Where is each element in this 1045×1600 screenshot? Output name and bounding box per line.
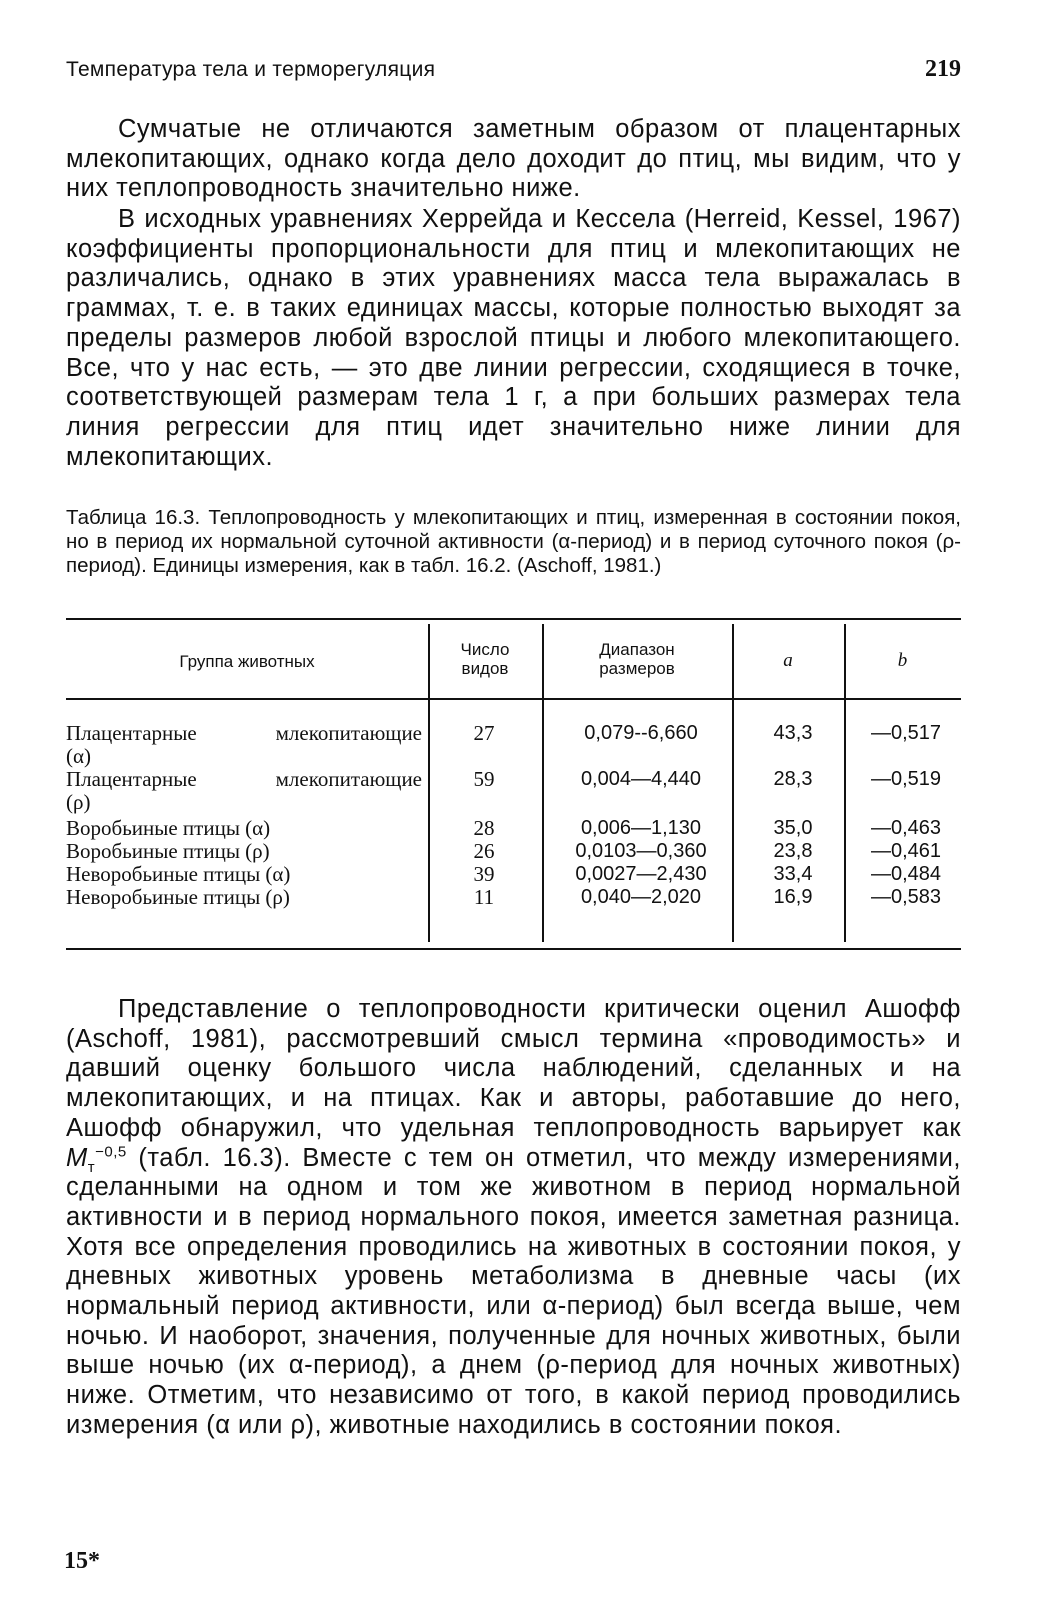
cell-species-count: 11 [473, 885, 495, 909]
formula-superscript: −0,5 [95, 1143, 127, 1161]
cell-group: Неворобьиные птицы (ρ) [66, 885, 290, 909]
running-title: Температура тела и терморегуляция [66, 58, 436, 81]
paragraph-herreid-kessel: В исходных уравнениях Херрейда и Кессела (Herreid, Kessel, 1967) коэффициенты пропорциональности для птиц и млекопитающих не различались, однако в этих уравнениях масса тела выражалась в граммах, т. е. в таких единицах массы, которые полностью выходят за пределы размеров любой взрослой птицы и любого млекопитающего. Все, что у нас есть, — это две линии регрессии, сходящиеся в точке, соответствующей размерам тела 1 г, а при больших размерах тела линия регрессии для птиц идет значительно ниже линии для млекопитающих. [66, 205, 961, 471]
cell-a: 35,0 [773, 817, 813, 839]
running-head [66, 58, 961, 94]
cell-group: Воробьиные птицы (ρ) [66, 839, 270, 863]
header-size-range [542, 640, 732, 678]
conductance-table [66, 618, 961, 958]
page-number: 219 [925, 56, 961, 82]
table-caption-label: Таблица 16.3. [66, 506, 201, 529]
cell-a: 16,9 [773, 886, 813, 908]
cell-a: 43,3 [773, 722, 813, 744]
cell-group: Неворобьиные птицы (α) [66, 862, 291, 886]
header-b: b [897, 650, 908, 671]
table-caption [66, 506, 961, 578]
cell-size-range: 0,0027—2,430 [575, 863, 707, 885]
header-species-count [428, 640, 542, 678]
table-top-rule [66, 618, 961, 620]
cell-b: —0,583 [870, 886, 942, 908]
cell-group: Воробьиные птицы (α) [66, 816, 271, 840]
cell-group-line2: (ρ) [66, 790, 91, 814]
cell-group [66, 768, 422, 814]
formula-symbol: M [66, 1143, 88, 1172]
signature-mark: 15* [64, 1548, 100, 1574]
cell-group-line2: (α) [66, 744, 91, 768]
formula-subscript: т [87, 1158, 96, 1176]
table-header-rule [66, 698, 961, 700]
cell-species-count: 39 [473, 862, 495, 886]
cell-b: —0,463 [870, 817, 942, 839]
cell-group [66, 722, 422, 768]
header-species-count-line2: видов [461, 659, 509, 678]
table-bottom-rule [66, 948, 961, 950]
cell-b: —0,517 [870, 722, 942, 744]
cell-species-count: 59 [473, 767, 495, 791]
cell-a: 23,8 [773, 840, 813, 862]
cell-species-count: 27 [473, 721, 495, 745]
paragraph-aschoff-part2: (табл. 16.3). Вместе с тем он отметил, что между измерениями, сделанными на одном и том же животном в период нормальной активности и в период нормального покоя, имеется заметная разница. Хотя все определения проводились на животных в состоянии покоя, у дневных животных уровень метаболизма в дневные часы (их нормальный период активности, или α-период) был всегда выше, чем ночью. И наоборот, значения, полученные для ночных животных, были выше ночью (их α-период), а днем (ρ-период для ночных животных) ниже. Отметим, что независимо от того, в какой период проводились измерения (α или ρ), животные находились в состоянии покоя. [66, 1143, 961, 1439]
paragraph-aschoff-part1: Представление о теплопроводности критически оценил Ашофф (Aschoff, 1981), рассмотревший смысл термина «проводимость» и давший оценку большого числа наблюдений, сделанных и на млекопитающих, и на птицах. Как и авторы, работавшие до него, Ашофф обнаружил, что удельная теплопроводность варьирует как [66, 995, 961, 1142]
cell-group-line1: Плацентарные млекопитающие [66, 767, 422, 791]
cell-size-range: 0,040—2,020 [580, 886, 702, 908]
cell-size-range: 0,0103—0,360 [575, 840, 707, 862]
paragraph-marsupials: Сумчатые не отличаются заметным образом от плацентарных млекопитающих, однако когда дело доходит до птиц, мы видим, что у них теплопроводность значительно ниже. [66, 115, 961, 203]
cell-size-range: 0,004—4,440 [580, 768, 702, 790]
cell-b: —0,519 [870, 768, 942, 790]
cell-b: —0,484 [870, 863, 942, 885]
header-size-range-line1: Диапазон [599, 640, 675, 659]
cell-species-count: 26 [473, 839, 495, 863]
header-size-range-line2: размеров [599, 659, 675, 678]
header-species-count-line1: Число [460, 640, 510, 659]
cell-a: 33,4 [773, 863, 813, 885]
cell-species-count: 28 [473, 816, 495, 840]
cell-group-line1: Плацентарные млекопитающие [66, 721, 422, 745]
cell-b: —0,461 [870, 840, 942, 862]
header-group: Группа животных [179, 652, 315, 671]
table-caption-text: Теплопроводность у млекопитающих и птиц, измеренная в состоянии покоя, но в период их нормальной суточной активности (α-период) и в период суточного покоя (ρ-период). Единицы измерения, как в табл. 16.2. (Aschoff, 1981.) [66, 506, 962, 577]
paragraph-aschoff [66, 995, 961, 1441]
cell-a: 28,3 [773, 768, 813, 790]
header-a: a [783, 650, 793, 671]
cell-size-range: 0,079--6,660 [584, 722, 698, 744]
cell-size-range: 0,006—1,130 [580, 817, 702, 839]
